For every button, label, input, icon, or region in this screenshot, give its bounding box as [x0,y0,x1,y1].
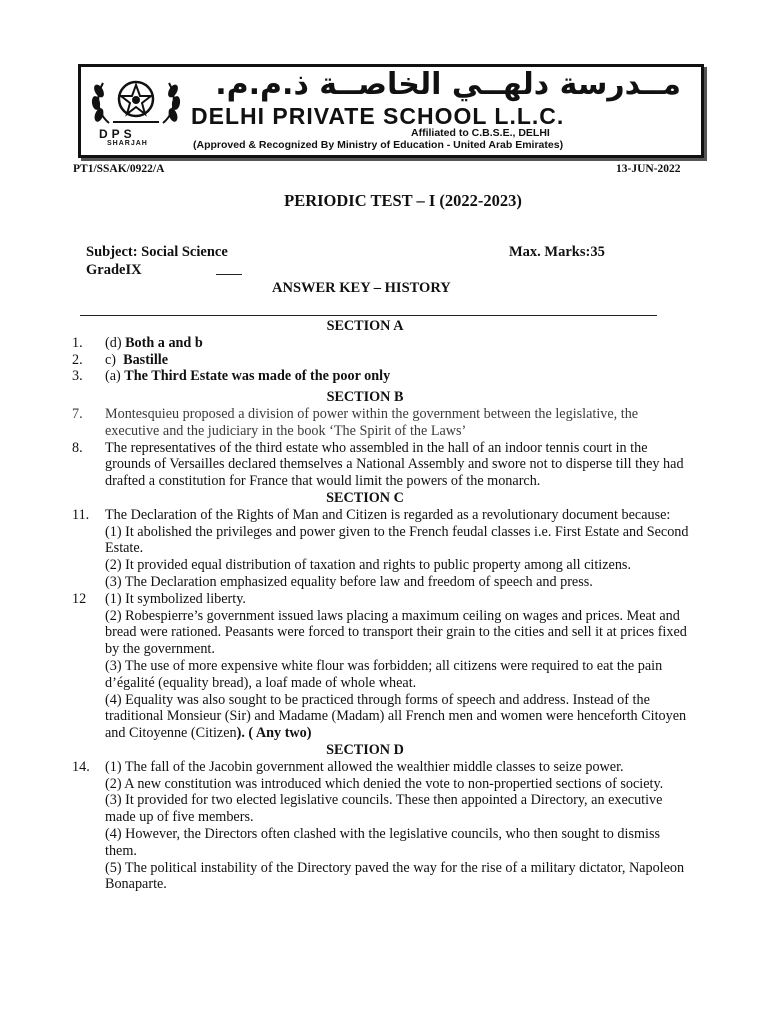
answer-item [72,335,692,352]
option-prefix: (a) [105,368,125,385]
answer-item [72,759,692,893]
max-marks-label: Max. Marks:35 [509,244,605,260]
answer-key-heading: ANSWER KEY – HISTORY [272,280,451,296]
question-number: 14. [72,758,90,775]
school-name-arabic: مــدرسة دلهــي الخاصــة ذ.م.م. [215,67,681,102]
blank-line [216,274,242,275]
question-number: 7. [72,405,83,422]
answer-content [72,318,692,893]
answer-text: The representatives of the third estate who assembled in the hall of an indoor tennis court in the grounds of Versailles declared themselves a National Assembly and swore not to disperse till they had drafted a constitution for France that would limit the powers of the monarch. [105,439,684,490]
affiliation-text: Affiliated to C.B.S.E., DELHI [411,127,550,139]
answer-line: (3) The use of more expensive white flour was forbidden; all citizens were required to eat the pain d’égalité (equality bread), a loaf made of whole wheat. [105,657,663,691]
answer-line: (2) Robespierre’s government issued laws placing a maximum ceiling on wages and prices. Meat and bread were rationed. Peasants were forced to transport their grain to the cities and sell it at prices fixed by the government. [105,607,687,658]
answer-line: (3) The Declaration emphasized equality before law and freedom of speech and press. [105,573,593,590]
question-number: 8. [72,439,83,456]
grade-label: GradeIX [86,262,142,278]
question-number: 12 [72,590,87,607]
answer-line: (1) It symbolized liberty. [105,590,246,607]
answer-line: (5) The political instability of the Directory paved the way for the rise of a military dictator, Napoleon Bonaparte. [105,859,685,893]
answer-item [72,591,692,742]
option-prefix: c) [105,351,124,368]
answer-text: Both a and b [125,334,203,351]
subject-label: Subject: Social Science [86,244,228,260]
any-two-note: ). ( Any two) [236,725,312,742]
reference-code: PT1/SSAK/0922/A [73,163,165,175]
answer-item [72,507,692,591]
question-number: 11. [72,506,90,523]
answer-text: Montesquieu proposed a division of power within the government between the legislative, the executive and the judiciary in the book ‘The Spirit of the Laws’ [105,405,639,439]
school-header-banner [78,64,704,158]
answer-line: The Declaration of the Rights of Man and Citizen is regarded as a revolutionary document because: [105,506,671,523]
answer-line: (2) A new constitution was introduced which denied the vote to non-propertied sections of society. [105,775,664,792]
approval-text: (Approved & Recognized By Ministry of Education - United Arab Emirates) [193,139,564,151]
answer-item [72,368,692,385]
answer-item [72,440,692,490]
school-name: DELHI PRIVATE SCHOOL L.L.C. [191,103,565,129]
answer-text: The Third Estate was made of the poor only [124,368,391,385]
answer-item [72,406,692,440]
section-a-heading: SECTION A [326,318,404,334]
answer-line: (3) It provided for two elected legislative councils. These then appointed a Directory, an executive made up of five members. [105,792,663,826]
option-prefix: (d) [105,334,126,351]
question-number: 2. [72,351,83,368]
answer-line: (2) It provided equal distribution of taxation and rights to public property among all citizens. [105,557,631,574]
answer-line: (1) The fall of the Jacobin government allowed the wealthier middle classes to seize power. [105,758,624,775]
question-number: 3. [72,368,83,385]
answer-line: (4) Equality was also sought to be practiced through forms of speech and address. Instead of the traditional Monsieur (Sir) and Madame (Madam) all French men and women were henceforth Citoyen and Citoyenne (Citizen [105,691,687,742]
answer-text: Bastille [123,351,169,368]
section-c-heading: SECTION C [326,489,404,506]
test-date: 13-JUN-2022 [616,163,681,175]
divider [80,315,657,316]
answer-line: (4) However, the Directors often clashed with the legislative councils, who then sought to dismiss them. [105,825,660,859]
answer-item [72,352,692,369]
section-d-heading: SECTION D [326,741,404,758]
section-b-heading: SECTION B [326,389,404,406]
answer-line: (1) It abolished the privileges and power given to the French feudal classes i.e. First Estate and Second Estate. [105,523,689,557]
question-number: 1. [72,334,83,351]
logo-text: DPS [99,127,136,141]
page-title: PERIODIC TEST – I (2022-2023) [284,191,522,210]
logo-subtext: SHARJAH [107,140,148,147]
